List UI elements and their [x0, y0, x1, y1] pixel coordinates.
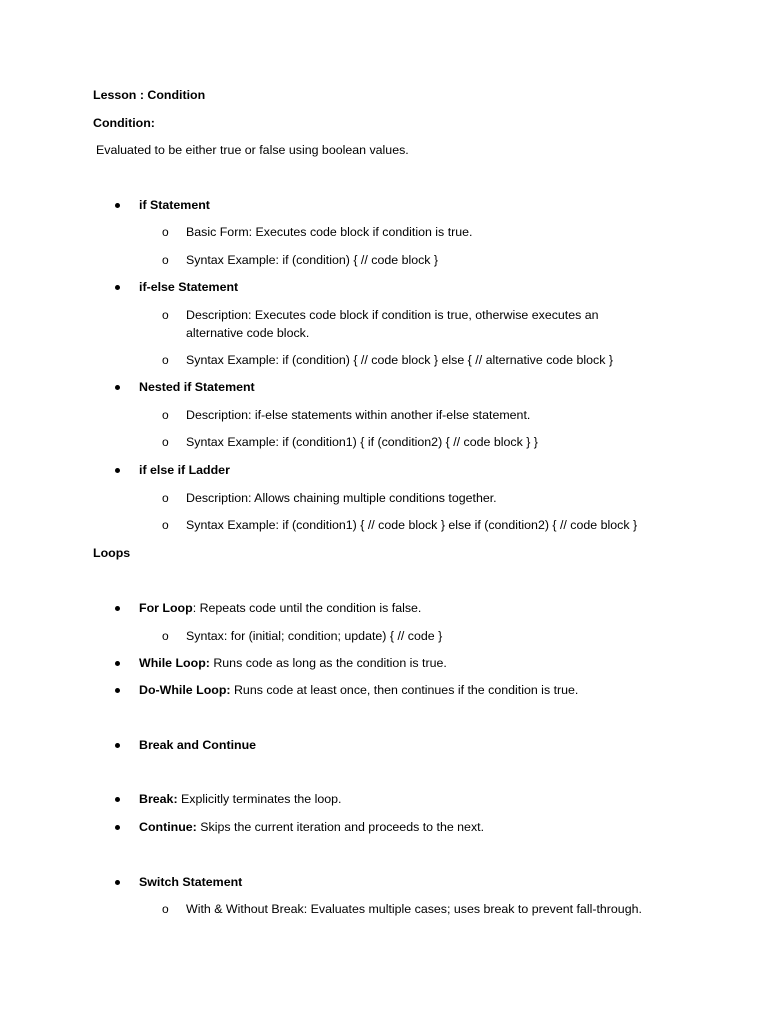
- continue-text: Skips the current iteration and proceeds to the next.: [196, 820, 485, 834]
- if-statement-label: if Statement: [139, 198, 210, 212]
- do-while-loop-item: [139, 681, 578, 699]
- if-else-desc-line1: Description: Executes code block if condition is true, otherwise executes an: [186, 308, 599, 322]
- bullet-circle-icon: o: [162, 491, 169, 505]
- bullet-circle-icon: o: [162, 353, 169, 367]
- while-loop-label: While Loop:: [139, 656, 210, 670]
- bullet-circle-icon: o: [162, 253, 169, 267]
- bullet-dot-icon: [115, 385, 120, 390]
- switch-description: With & Without Break: Evaluates multiple cases; uses break to prevent fall-through.: [186, 902, 642, 916]
- lesson-title: Lesson : Condition: [93, 88, 206, 102]
- do-while-loop-text: Runs code at least once, then continues if the condition is true.: [230, 683, 579, 697]
- switch-heading: Switch Statement: [139, 875, 243, 889]
- if-else-syntax: Syntax Example: if (condition) { // code block } else { // alternative code block }: [186, 353, 614, 367]
- else-if-ladder-label: if else if Ladder: [139, 463, 230, 477]
- else-if-ladder-syntax: Syntax Example: if (condition1) { // code block } else if (condition2) { // code block }: [186, 518, 638, 532]
- do-while-loop-label: Do-While Loop:: [139, 683, 231, 697]
- condition-description: Evaluated to be either true or false using boolean values.: [96, 143, 409, 157]
- break-item: [139, 790, 341, 808]
- nested-if-label: Nested if Statement: [139, 380, 255, 394]
- nested-if-desc: Description: if-else statements within another if-else statement.: [186, 408, 531, 422]
- bullet-dot-icon: [115, 825, 120, 830]
- bullet-dot-icon: [115, 606, 120, 611]
- loops-heading: Loops: [93, 546, 131, 560]
- bullet-circle-icon: o: [162, 308, 169, 322]
- for-loop-item: [139, 599, 421, 617]
- if-else-desc-line2: alternative code block.: [186, 326, 310, 340]
- break-text: Explicitly terminates the loop.: [177, 792, 342, 806]
- for-loop-text: : Repeats code until the condition is false.: [192, 601, 422, 615]
- while-loop-text: Runs code as long as the condition is true.: [209, 656, 447, 670]
- for-loop-syntax: Syntax: for (initial; condition; update) { // code }: [186, 629, 443, 643]
- if-syntax-example: Syntax Example: if (condition) { // code block }: [186, 253, 439, 267]
- continue-label: Continue:: [139, 820, 197, 834]
- bullet-circle-icon: o: [162, 518, 169, 532]
- bullet-circle-icon: o: [162, 408, 169, 422]
- condition-heading: Condition:: [93, 116, 155, 130]
- if-basic-form: Basic Form: Executes code block if condition is true.: [186, 225, 473, 239]
- for-loop-label: For Loop: [139, 601, 193, 615]
- bullet-dot-icon: [115, 880, 120, 885]
- else-if-ladder-desc: Description: Allows chaining multiple conditions together.: [186, 491, 497, 505]
- bullet-circle-icon: o: [162, 225, 169, 239]
- nested-if-syntax: Syntax Example: if (condition1) { if (condition2) { // code block } }: [186, 435, 538, 449]
- continue-item: [139, 818, 484, 836]
- bullet-circle-icon: o: [162, 435, 169, 449]
- bullet-circle-icon: o: [162, 902, 169, 916]
- while-loop-item: [139, 654, 447, 672]
- if-else-label: if-else Statement: [139, 280, 239, 294]
- bullet-dot-icon: [115, 285, 120, 290]
- break-label: Break:: [139, 792, 178, 806]
- bullet-dot-icon: [115, 797, 120, 802]
- bullet-dot-icon: [115, 743, 120, 748]
- bullet-dot-icon: [115, 203, 120, 208]
- bullet-circle-icon: o: [162, 629, 169, 643]
- bullet-dot-icon: [115, 661, 120, 666]
- break-continue-heading: Break and Continue: [139, 738, 257, 752]
- bullet-dot-icon: [115, 468, 120, 473]
- bullet-dot-icon: [115, 688, 120, 693]
